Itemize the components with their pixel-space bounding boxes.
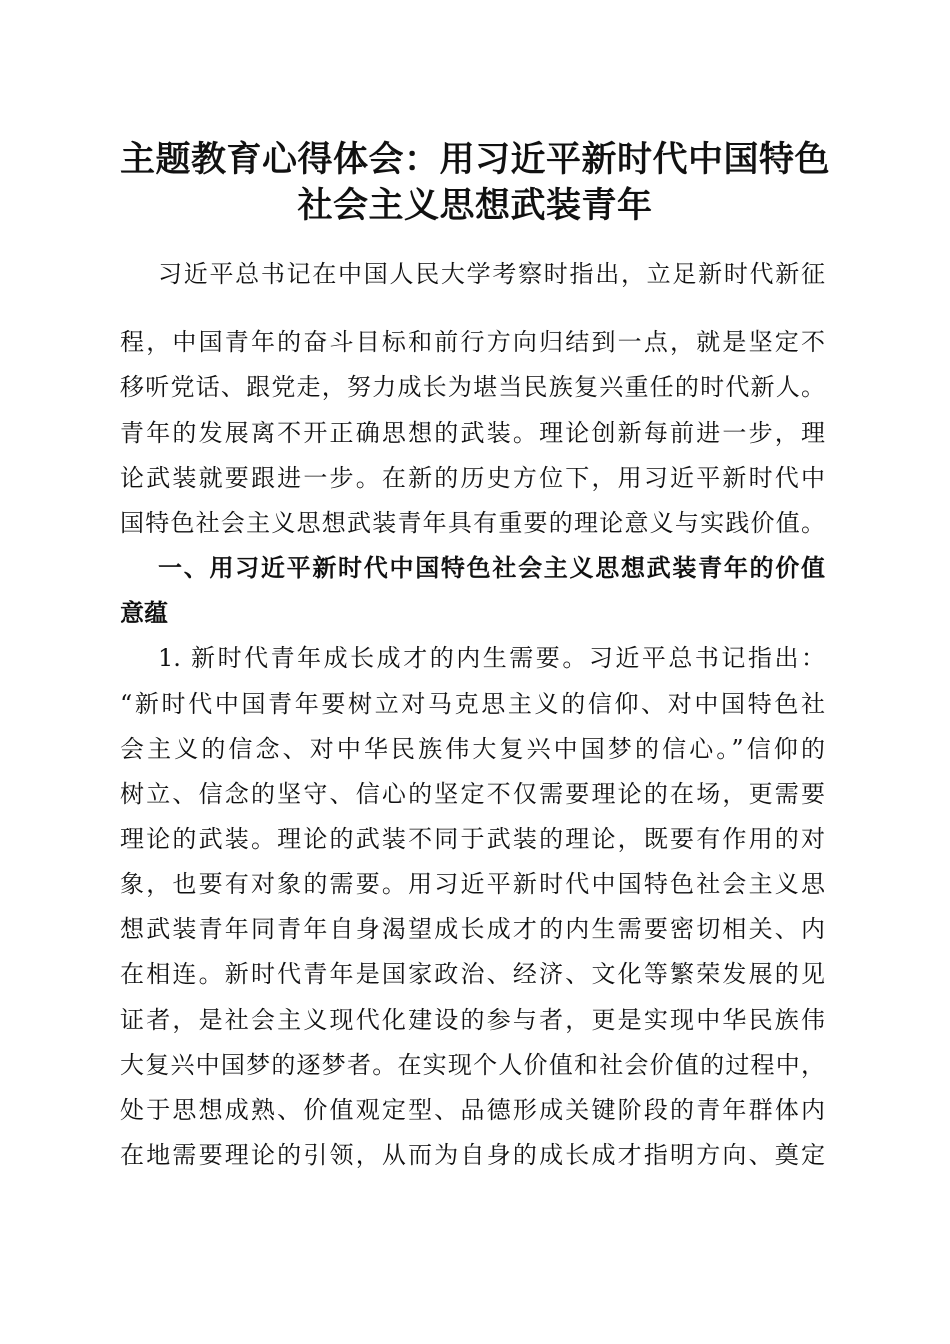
paragraph-1-line: 习近平总书记在中国人民大学考察时指出，立足新时代新征 (158, 260, 825, 288)
paragraph-1-line: 移听党话、跟党走，努力成长为堪当民族复兴重任的时代新人。 (120, 373, 825, 401)
paragraph-2-line: 1. 新时代青年成长成才的内生需要。习近平总书记指出： (158, 644, 825, 672)
paragraph-2-line: 理论的武装。理论的武装不同于武装的理论，既要有作用的对 (120, 825, 825, 853)
section-heading-line: 意蕴 (120, 599, 168, 627)
paragraph-2-line: “新时代中国青年要树立对马克思主义的信仰、对中国特色社 (120, 690, 825, 718)
document-title-line-1: 主题教育心得体会：用习近平新时代中国特色 (119, 139, 830, 180)
paragraph-1-line: 论武装就要跟进一步。在新的历史方位下，用习近平新时代中 (120, 464, 825, 492)
paragraph-2-line: 会主义的信念、对中华民族伟大复兴中国梦的信心。”信仰的 (120, 735, 825, 763)
paragraph-2-line: 在地需要理论的引领，从而为自身的成长成才指明方向、奠定 (120, 1141, 825, 1169)
document-title-line-2: 社会主义思想武装青年 (297, 185, 653, 226)
paragraph-2-line: 证者，是社会主义现代化建设的参与者，更是实现中华民族伟 (120, 1006, 825, 1034)
paragraph-1-line: 程，中国青年的奋斗目标和前行方向归结到一点，就是坚定不 (120, 328, 825, 356)
paragraph-2-line: 象，也要有对象的需要。用习近平新时代中国特色社会主义思 (120, 870, 825, 898)
paragraph-2-line: 想武装青年同青年自身渴望成长成才的内生需要密切相关、内 (120, 915, 825, 943)
paragraph-2-line: 在相连。新时代青年是国家政治、经济、文化等繁荣发展的见 (120, 960, 825, 988)
paragraph-1-line: 青年的发展离不开正确思想的武装。理论创新每前进一步，理 (120, 419, 825, 447)
paragraph-2-line: 大复兴中国梦的逐梦者。在实现个人价值和社会价值的过程中， (120, 1051, 825, 1079)
section-heading-line: 一、用习近平新时代中国特色社会主义思想武装青年的价值 (158, 554, 825, 582)
paragraph-2-line: 树立、信念的坚守、信心的坚定不仅需要理论的在场，更需要 (120, 780, 825, 808)
paragraph-2-line: 处于思想成熟、价值观定型、品德形成关键阶段的青年群体内 (120, 1096, 825, 1124)
paragraph-1-line: 国特色社会主义思想武装青年具有重要的理论意义与实践价值。 (120, 509, 825, 537)
